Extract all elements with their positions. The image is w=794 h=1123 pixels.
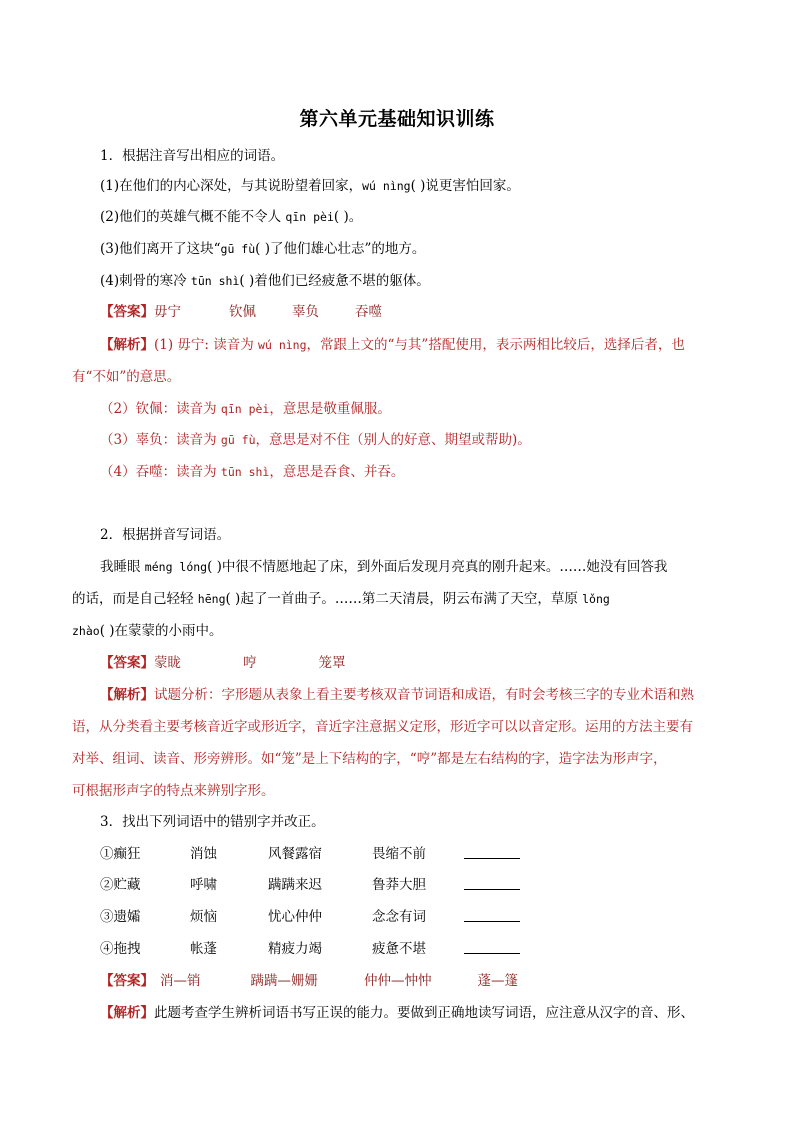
word-cell: 疲惫不堪 (372, 941, 426, 957)
word-cell: 畏缩不前 (372, 846, 426, 862)
q2-text-line-1: 我睡眼 méng lóng( )中很不情愿地起了床，到外面后发现月亮真的刚升起来。……她没有回答我 (100, 559, 668, 575)
pinyin: lǒng (582, 592, 610, 606)
q2-analysis-line-4: 可根据形声字的特点来辨别字形。 (72, 783, 275, 799)
q1-item-1: (1)在他们的内心深处，与其说盼望着回家，wú nìng( )说更害怕回家。 (100, 178, 520, 194)
pinyin: gū fù (220, 242, 256, 256)
answer-tag: 【答案】 (100, 304, 154, 320)
pinyin: zhào (72, 624, 100, 638)
analysis-tag: 【解析】 (100, 1005, 154, 1021)
q1-analysis-line-3: （2）钦佩：读音为 qīn pèi，意思是敬重佩服。 (100, 401, 391, 417)
q1-analysis-line-5: （4）吞噬：读音为 tūn shì，意思是吞食、并吞。 (100, 464, 405, 480)
pinyin: hēng (197, 592, 226, 606)
pinyin: qīn pèi (285, 210, 334, 224)
analysis-tag: 【解析】 (100, 687, 154, 703)
word-cell: ④拖拽 (100, 941, 141, 957)
q1-analysis-line-4: （3）辜负：读音为 gū fù，意思是对不住（别人的好意、期望或帮助)。 (100, 432, 531, 448)
analysis-tag: 【解析】 (100, 337, 154, 353)
answer-blank (464, 940, 520, 959)
word-cell: 鲁莽大胆 (372, 877, 426, 893)
answer-blank (464, 845, 520, 864)
answer-blank (464, 876, 520, 895)
word-cell: ①癫狂 (100, 846, 141, 862)
word-cell: 忧心仲仲 (268, 909, 322, 925)
q1-item-2: (2)他们的英雄气概不能不令人 qīn pèi( )。 (100, 209, 363, 225)
q3-analysis-line-1: 【解析】此题考查学生辨析词语书写正误的能力。要做到正确地读写词语，应注意从汉字的音、形、 (100, 1005, 694, 1021)
word-cell: 呼啸 (190, 877, 217, 893)
word-cell: 烦恼 (190, 909, 217, 925)
q1-answer: 【答案】毋宁 钦佩 辜负 吞噬 (100, 304, 382, 320)
q2-analysis-line-3: 对举、组词、读音、形旁辨形。如“笼”是上下结构的字，“哼”都是左右结构的字，造字法为形声字， (72, 751, 667, 767)
pinyin: méng lóng (144, 560, 208, 574)
q2-stem: 2．根据拼音写词语。 (100, 527, 231, 543)
word-cell: 蹒蹒来迟 (268, 877, 322, 893)
word-cell: 帐蓬 (190, 941, 217, 957)
page-title: 第六单元基础知识训练 (299, 108, 495, 130)
word-cell: 风餐露宿 (268, 846, 322, 862)
answer-tag: 【答案】 (100, 973, 154, 989)
answer-tag: 【答案】 (100, 655, 154, 671)
pinyin: tūn shì (190, 274, 240, 288)
q2-analysis-line-2: 语，从分类看主要考核音近字或形近字，音近字注意据义定形，形近字可以以音定形。运用的方法主要有 (72, 719, 693, 735)
q3-stem: 3．找出下列词语中的错别字并改正。 (100, 814, 325, 830)
q1-analysis-line-2: 有“不如”的意思。 (72, 369, 181, 385)
q2-text-line-3: zhào( )在蒙蒙的小雨中。 (72, 623, 223, 639)
word-cell: 消蚀 (190, 846, 217, 862)
q1-item-4: (4)刺骨的寒冷 tūn shì( )着他们已经疲惫不堪的躯体。 (100, 273, 430, 289)
word-cell: ③遗孀 (100, 909, 141, 925)
q2-answer: 【答案】蒙眬 哼 笼罩 (100, 655, 346, 671)
q2-text-line-2: 的话，而是自己轻轻 hēng( )起了一首曲子。……第二天清晨，阴云布满了天空，草原 lǒng (72, 591, 610, 607)
q2-analysis-line-1: 【解析】试题分析：字形题从表象上看主要考核双音节词语和成语，有时会考核三字的专业术语和熟 (100, 687, 694, 703)
q1-analysis-line-1: 【解析】(1) 毋宁: 读音为 wú nìng，常跟上文的“与其”搭配使用，表示两相比较后，选择后者，也 (100, 337, 685, 353)
q1-item-3: (3)他们离开了这块“gū fù( )了他们雄心壮志”的地方。 (100, 241, 426, 257)
word-cell: ②贮藏 (100, 877, 141, 893)
word-cell: 念念有词 (372, 909, 426, 925)
word-cell: 精疲力竭 (268, 941, 322, 957)
q1-stem: 1．根据注音写出相应的词语。 (100, 148, 285, 164)
q3-answer: 【答案】 消—销 蹒蹒—姗姗 仲仲—忡忡 蓬—篷 (100, 973, 518, 989)
pinyin: wú nìng (362, 179, 411, 193)
answer-blank (464, 908, 520, 927)
